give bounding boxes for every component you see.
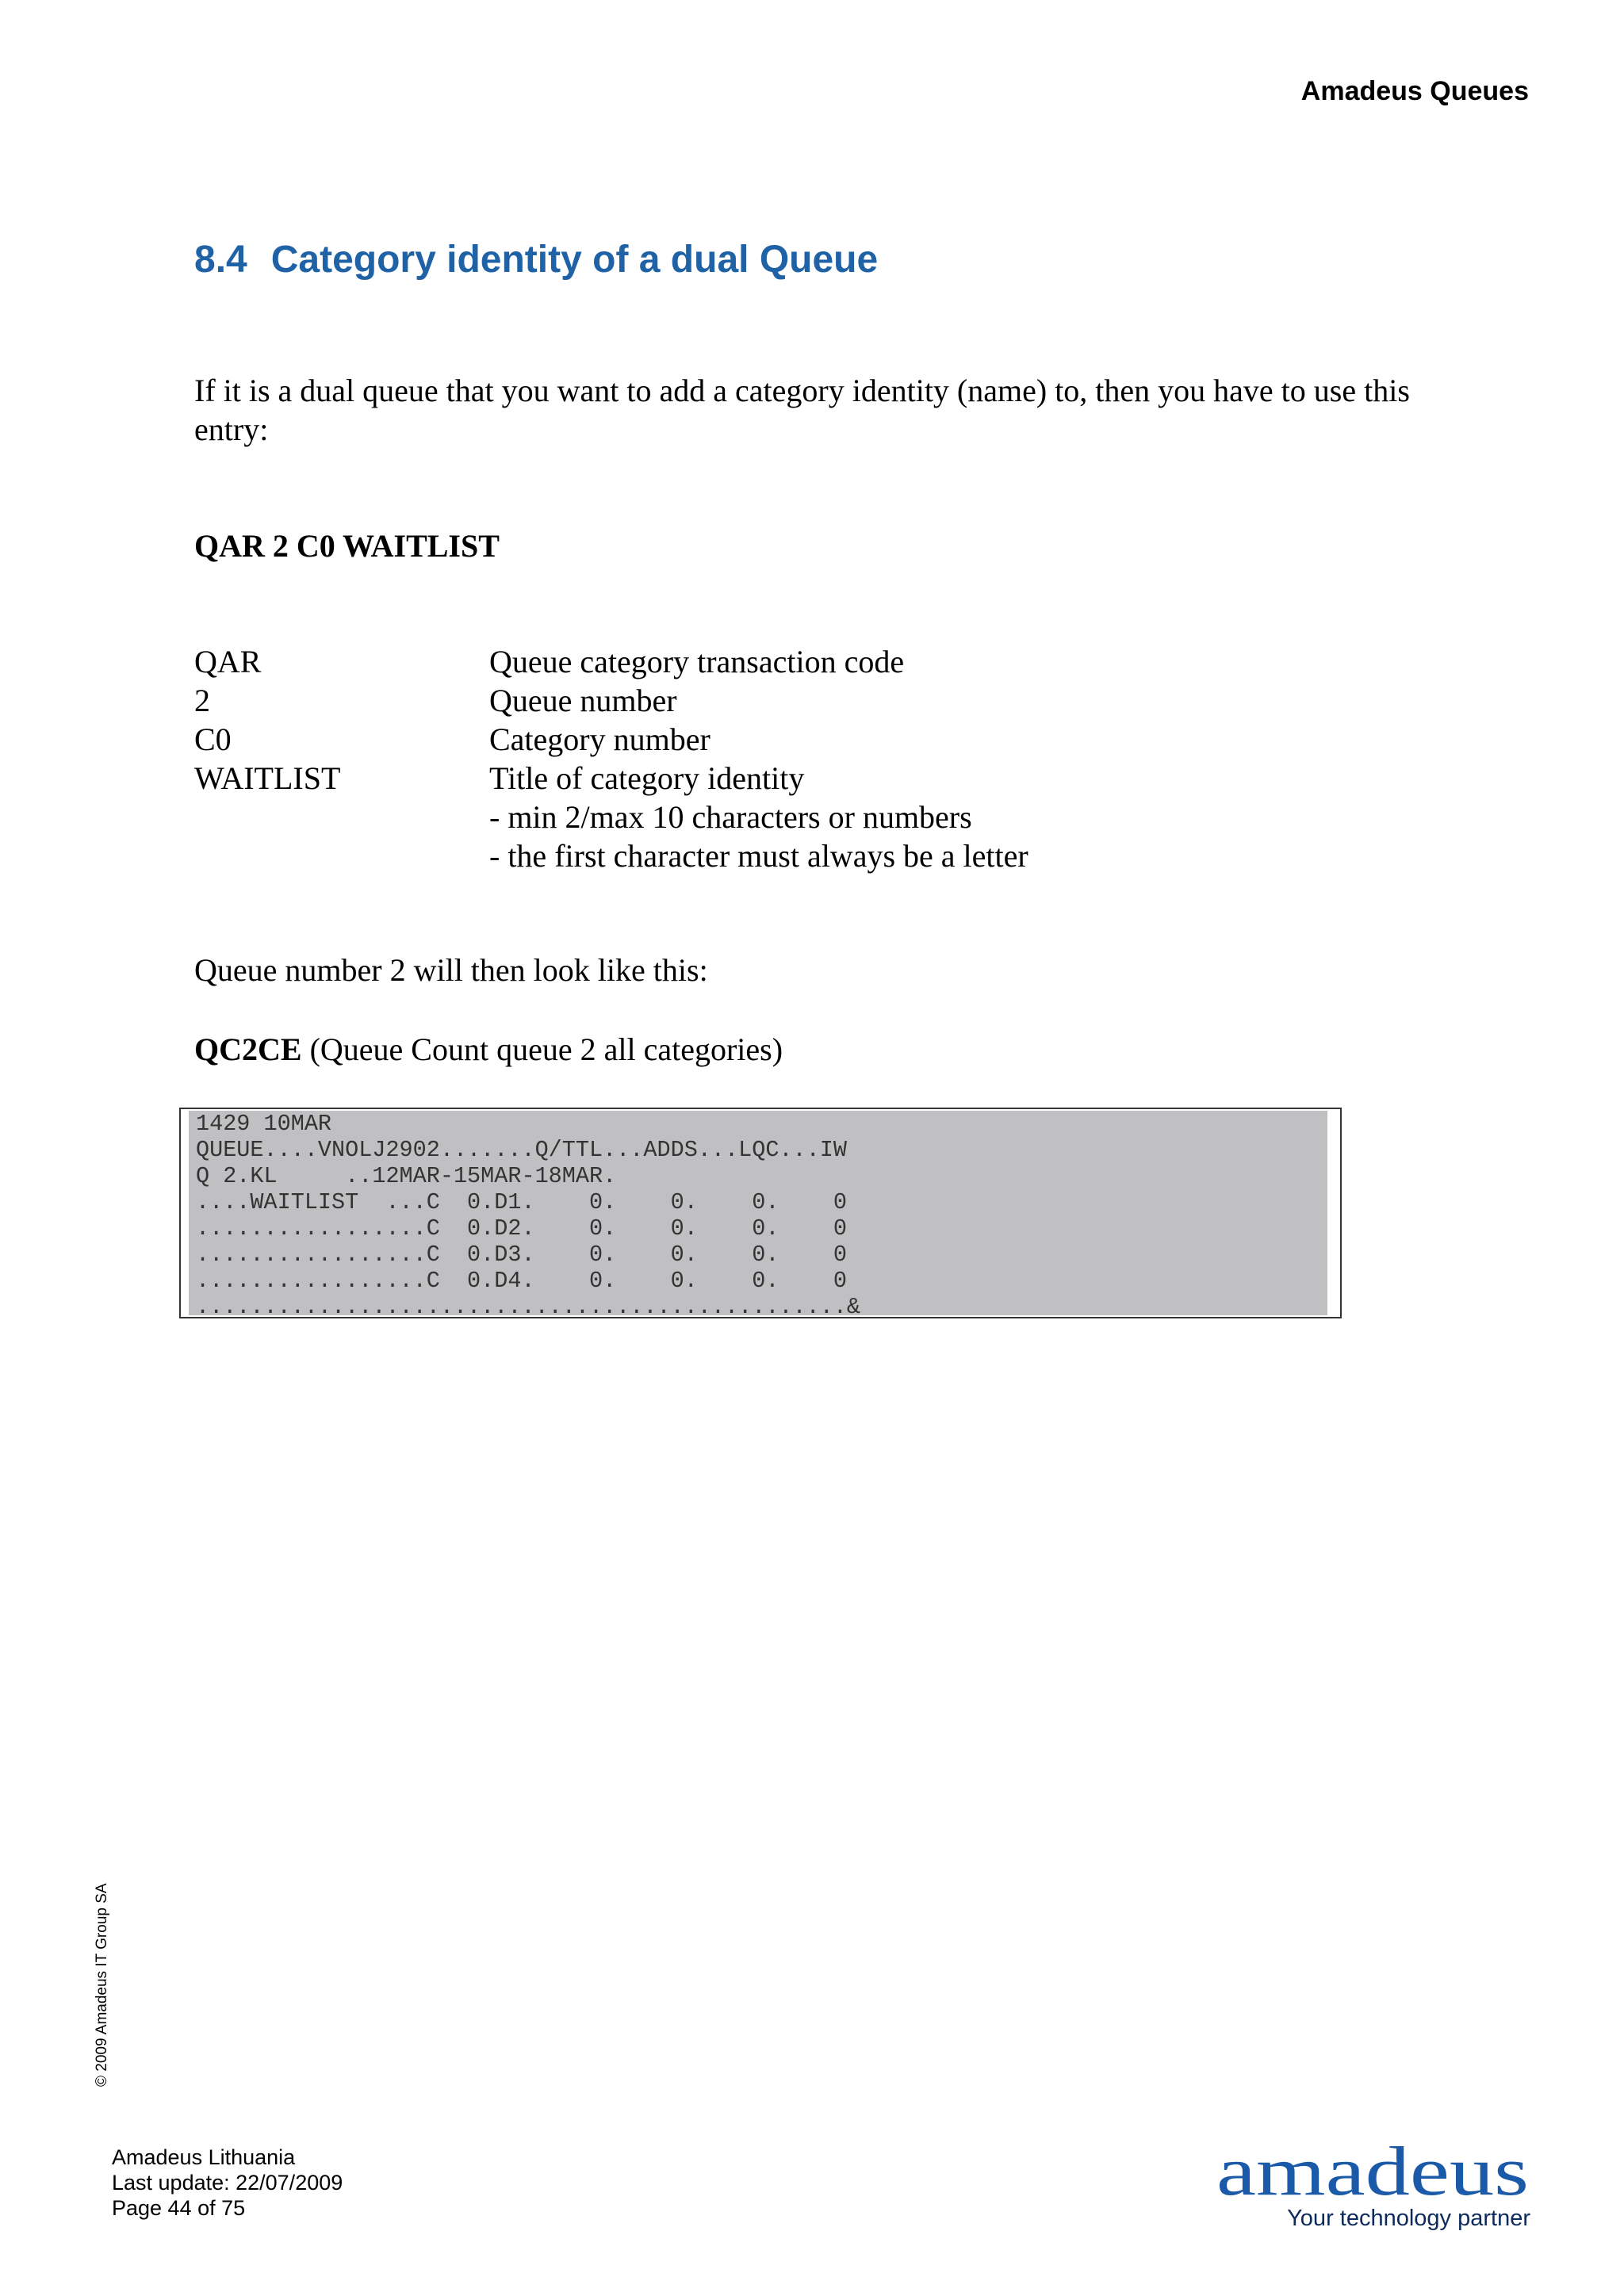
- parameter-code: QAR: [194, 644, 262, 679]
- entry-command: QAR 2 C0 WAITLIST: [194, 528, 500, 564]
- section-heading: [194, 238, 878, 281]
- terminal-line: 1429 10MAR: [196, 1111, 332, 1137]
- terminal-line: Q 2.KL ..12MAR-15MAR-18MAR.: [196, 1163, 617, 1189]
- logo-tagline: Your technology partner: [1287, 2206, 1530, 2231]
- parameter-table: [194, 642, 1028, 875]
- terminal-line: .................C 0.D2. 0. 0. 0. 0: [196, 1215, 847, 1242]
- footer-last-update: Last update: 22/07/2009: [112, 2171, 343, 2195]
- parameter-description: - the first character must always be a letter: [489, 838, 1028, 874]
- terminal-line: .................C 0.D4. 0. 0. 0. 0: [196, 1268, 847, 1294]
- copyright-notice: © 2009 Amadeus IT Group SA: [94, 1883, 110, 2087]
- terminal-line: .................C 0.D3. 0. 0. 0. 0: [196, 1242, 847, 1268]
- document-header-title: Amadeus Queues: [1300, 76, 1529, 106]
- parameter-code: 2: [194, 683, 210, 718]
- terminal-line: ....WAITLIST ...C 0.D1. 0. 0. 0. 0: [196, 1189, 847, 1215]
- queue-count-line: [194, 1031, 783, 1068]
- parameter-row: [194, 836, 1028, 875]
- document-footer: [112, 2145, 343, 2221]
- footer-page-number: Page 44 of 75: [112, 2196, 246, 2220]
- queue-count-note: (Queue Count queue 2 all categories): [301, 1031, 783, 1067]
- parameter-description: - min 2/max 10 characters or numbers: [489, 799, 972, 835]
- footer-company: Amadeus Lithuania: [112, 2145, 296, 2169]
- parameter-code: WAITLIST: [194, 760, 341, 796]
- amadeus-logo: [1197, 2141, 1530, 2232]
- parameter-code: [194, 798, 489, 836]
- parameter-code: [194, 836, 489, 875]
- parameter-code: C0: [194, 721, 232, 757]
- queue-intro-text: Queue number 2 will then look like this:: [194, 952, 708, 988]
- terminal-line: QUEUE....VNOLJ2902.......Q/TTL...ADDS...LQC...IW: [196, 1137, 847, 1163]
- intro-paragraph: If it is a dual queue that you want to add a category identity (name) to, then you have to use this entry:: [194, 373, 1410, 447]
- logo-wordmark: amadeus: [1216, 2141, 1529, 2204]
- terminal-screen: [179, 1108, 1342, 1318]
- parameter-row: [194, 681, 1028, 720]
- amadeus-wordmark-icon: [1213, 2141, 1530, 2204]
- parameter-row: [194, 759, 1028, 798]
- terminal-line: ................................................&: [196, 1294, 861, 1320]
- parameter-description: Category number: [489, 721, 710, 757]
- parameter-description: Queue category transaction code: [489, 644, 905, 679]
- section-title: Category identity of a dual Queue: [270, 239, 879, 281]
- terminal-screen-body: [189, 1111, 1327, 1320]
- parameter-row: [194, 642, 1028, 681]
- section-number: 8.4: [194, 239, 247, 281]
- parameter-description: Queue number: [489, 683, 677, 718]
- parameter-row: [194, 798, 1028, 836]
- parameter-description: Title of category identity: [489, 760, 805, 796]
- parameter-row: [194, 720, 1028, 759]
- queue-count-command: QC2CE: [194, 1031, 302, 1067]
